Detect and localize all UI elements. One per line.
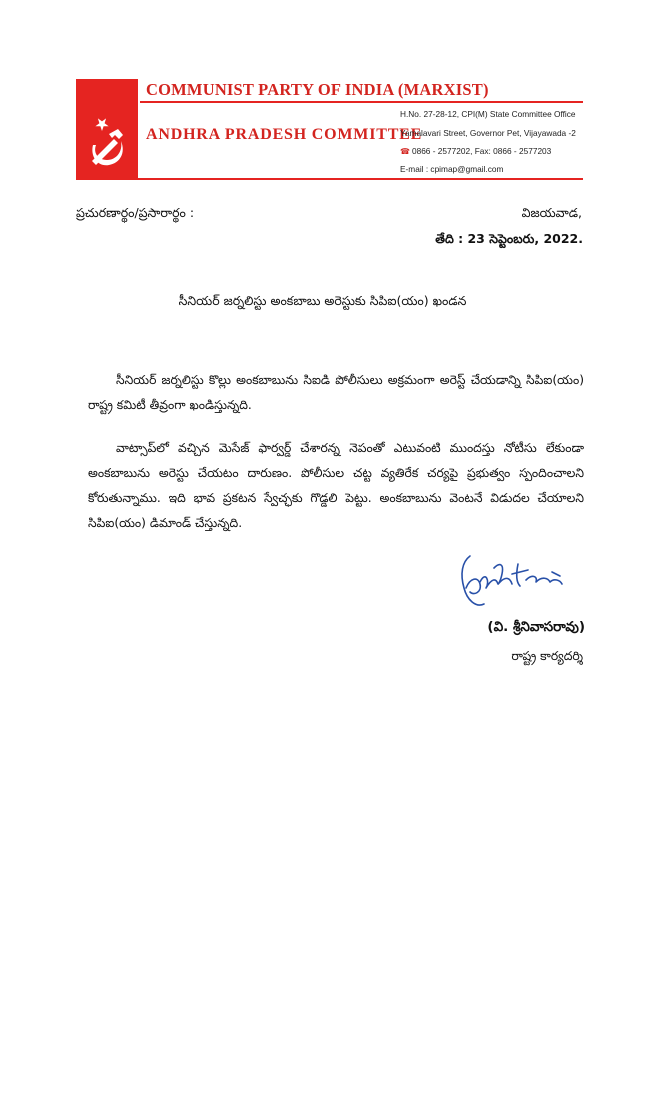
address-line-1: H.No. 27-28-12, CPI(M) State Committee Office [400,109,576,119]
header-rule-top [140,101,583,103]
place: విజయవాడ, [521,205,582,220]
phone-fax-text: 0866 - 2577202, Fax: 0866 - 2577203 [411,146,552,156]
hammer-sickle-star-icon [76,79,138,180]
signatory-name: (వి. శ్రీనివాసరావు) [487,619,585,635]
body-paragraph-2: వాట్సాప్‌లో వచ్చిన మెసేజ్ ఫార్వర్డ్ చేశారన్న నెపంతో ఎటువంటి ముందస్తు నోటీసు లేకుండా అంకబాబును అరెస్టు చేయటం దారుణం. పోలీసుల చట్ట వ్యతిరేక చర్యపై ప్రభుత్వం స్పందించాలని కోరుతున్నాము. ఇది భావ ప్రకటన స్వేచ్ఛకు గొడ్డలి పెట్టు. అంకబాబును వెంటనే విడుదల చేయాలని సిపిఐ(యం) డిమాండ్ చేస్తున్నది. [88,441,584,530]
email-line: E-mail : cpimap@gmail.com [400,164,504,174]
reference-label: ప్రచురణార్థం/ప్రసారార్థం : [76,205,195,220]
subject-heading: సీనియర్ జర్నలిస్టు అంకబాబు అరెస్టుకు సిపిఐ(యం) ఖండన [178,293,467,308]
party-name: COMMUNIST PARTY OF INDIA (MARXIST) [146,80,489,99]
handwritten-signature [456,548,568,616]
committee-name: ANDHRA PRADESH COMMITTEE [146,126,423,143]
phone-icon: ☎ [400,147,410,156]
phone-fax-line [400,146,551,156]
address-line-2: Yamalavari Street, Governor Pet, Vijayawada -2 [400,128,576,138]
party-logo [76,79,138,180]
signatory-designation: రాష్ట్ర కార్యదర్శి [511,649,583,663]
letter-date: తేది : 23 సెప్టెంబరు, 2022. [435,231,583,246]
body-paragraph-1: సీనియర్ జర్నలిస్టు కొల్లు అంకబాబును సిఐడి పోలీసులు అక్రమంగా అరెస్ట్ చేయడాన్ని సిపిఐ(యం) రాష్ట్ర కమిటీ తీవ్రంగా ఖండిస్తున్నది. [88,373,584,412]
header-rule-bottom [76,178,583,180]
